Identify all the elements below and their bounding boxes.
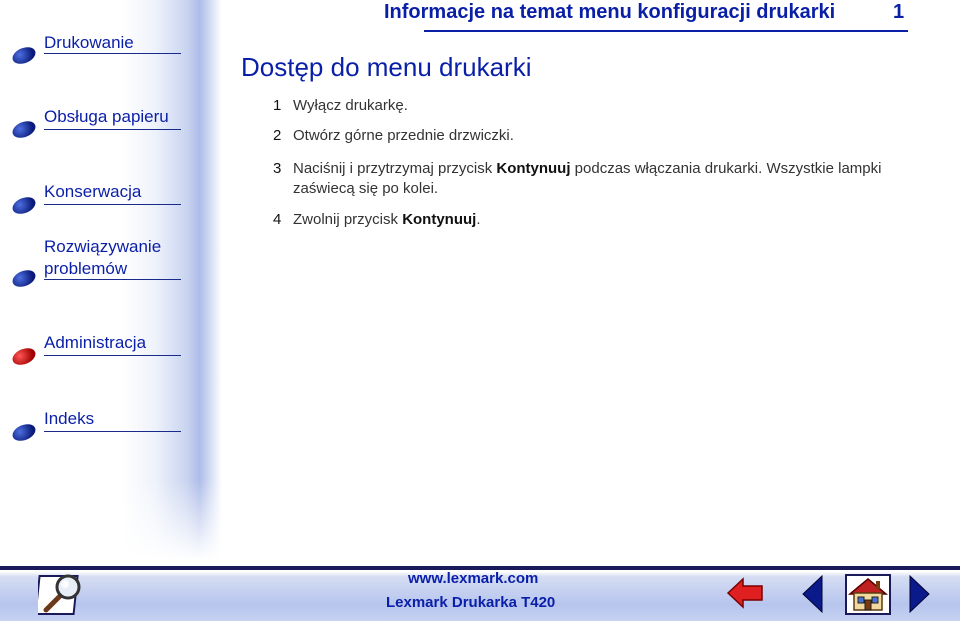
- sidebar-item-administracja[interactable]: [12, 332, 182, 376]
- sidebar-item-label: Administracja: [44, 333, 147, 352]
- sidebar-item-underline: [44, 204, 181, 205]
- step-text-part: .: [476, 211, 481, 228]
- sidebar-item-label-line2: problemów: [44, 259, 128, 278]
- page-title: Dostęp do menu drukarki: [241, 52, 532, 82]
- sidebar-item-obsluga-papieru[interactable]: [12, 106, 182, 150]
- step-number: 3: [273, 160, 282, 177]
- product-name: Lexmark Drukarka T420: [386, 594, 556, 611]
- sidebar-item-underline: [44, 431, 181, 432]
- website-link[interactable]: www.lexmark.com: [408, 570, 539, 587]
- sidebar-item-underline: [44, 279, 181, 280]
- sidebar-item-konserwacja[interactable]: [12, 181, 182, 225]
- button-name-kontynuuj: Kontynuuj: [402, 211, 477, 228]
- step-text-part: Naciśnij i przytrzymaj przycisk: [293, 160, 497, 177]
- home-icon[interactable]: [844, 572, 892, 616]
- step-text: Wyłącz drukarkę.: [293, 97, 408, 114]
- magnifier-icon[interactable]: [38, 572, 84, 616]
- step-text-part: podczas włączania drukarki. Wszystkie lampki zaświecą się po kolei.: [293, 160, 882, 197]
- step-text: [293, 159, 913, 199]
- sidebar-item-label: Indeks: [44, 409, 95, 428]
- sidebar-item-label: Rozwiązywanie: [44, 237, 162, 256]
- step-text-part: Zwolnij przycisk: [293, 211, 403, 228]
- bullet-dot-icon: [10, 44, 38, 67]
- step-number: 1: [273, 97, 282, 114]
- triangle-right-icon[interactable]: [908, 574, 932, 614]
- sidebar-item-underline: [44, 355, 181, 356]
- step-text: Otwórz górne przednie drzwiczki.: [293, 127, 514, 144]
- button-name-kontynuuj: Kontynuuj: [496, 160, 571, 177]
- sidebar-item-label: Drukowanie: [44, 33, 134, 52]
- sidebar-item-indeks[interactable]: [12, 408, 182, 452]
- sidebar-item-underline: [44, 53, 181, 54]
- sidebar-item-label: Konserwacja: [44, 182, 142, 201]
- sidebar-item-label: Obsługa papieru: [44, 107, 169, 126]
- triangle-left-icon[interactable]: [800, 574, 824, 614]
- bullet-dot-icon: [10, 421, 38, 444]
- step-number: 4: [273, 211, 282, 228]
- sidebar-item-rozwiazywanie-problemow[interactable]: [12, 235, 182, 285]
- header-title: Informacje na temat menu konfiguracji drukarki: [384, 1, 836, 23]
- bullet-dot-icon: [10, 118, 38, 141]
- red-arrow-left-icon[interactable]: [726, 576, 764, 610]
- sidebar-item-underline: [44, 129, 181, 130]
- bullet-dot-icon: [10, 194, 38, 217]
- sidebar-item-drukowanie[interactable]: [12, 30, 182, 74]
- bullet-dot-icon: [10, 345, 38, 368]
- page-number: 1: [893, 1, 905, 23]
- header-divider: [424, 30, 908, 32]
- step-number: 2: [273, 127, 282, 144]
- step-text: [293, 210, 913, 230]
